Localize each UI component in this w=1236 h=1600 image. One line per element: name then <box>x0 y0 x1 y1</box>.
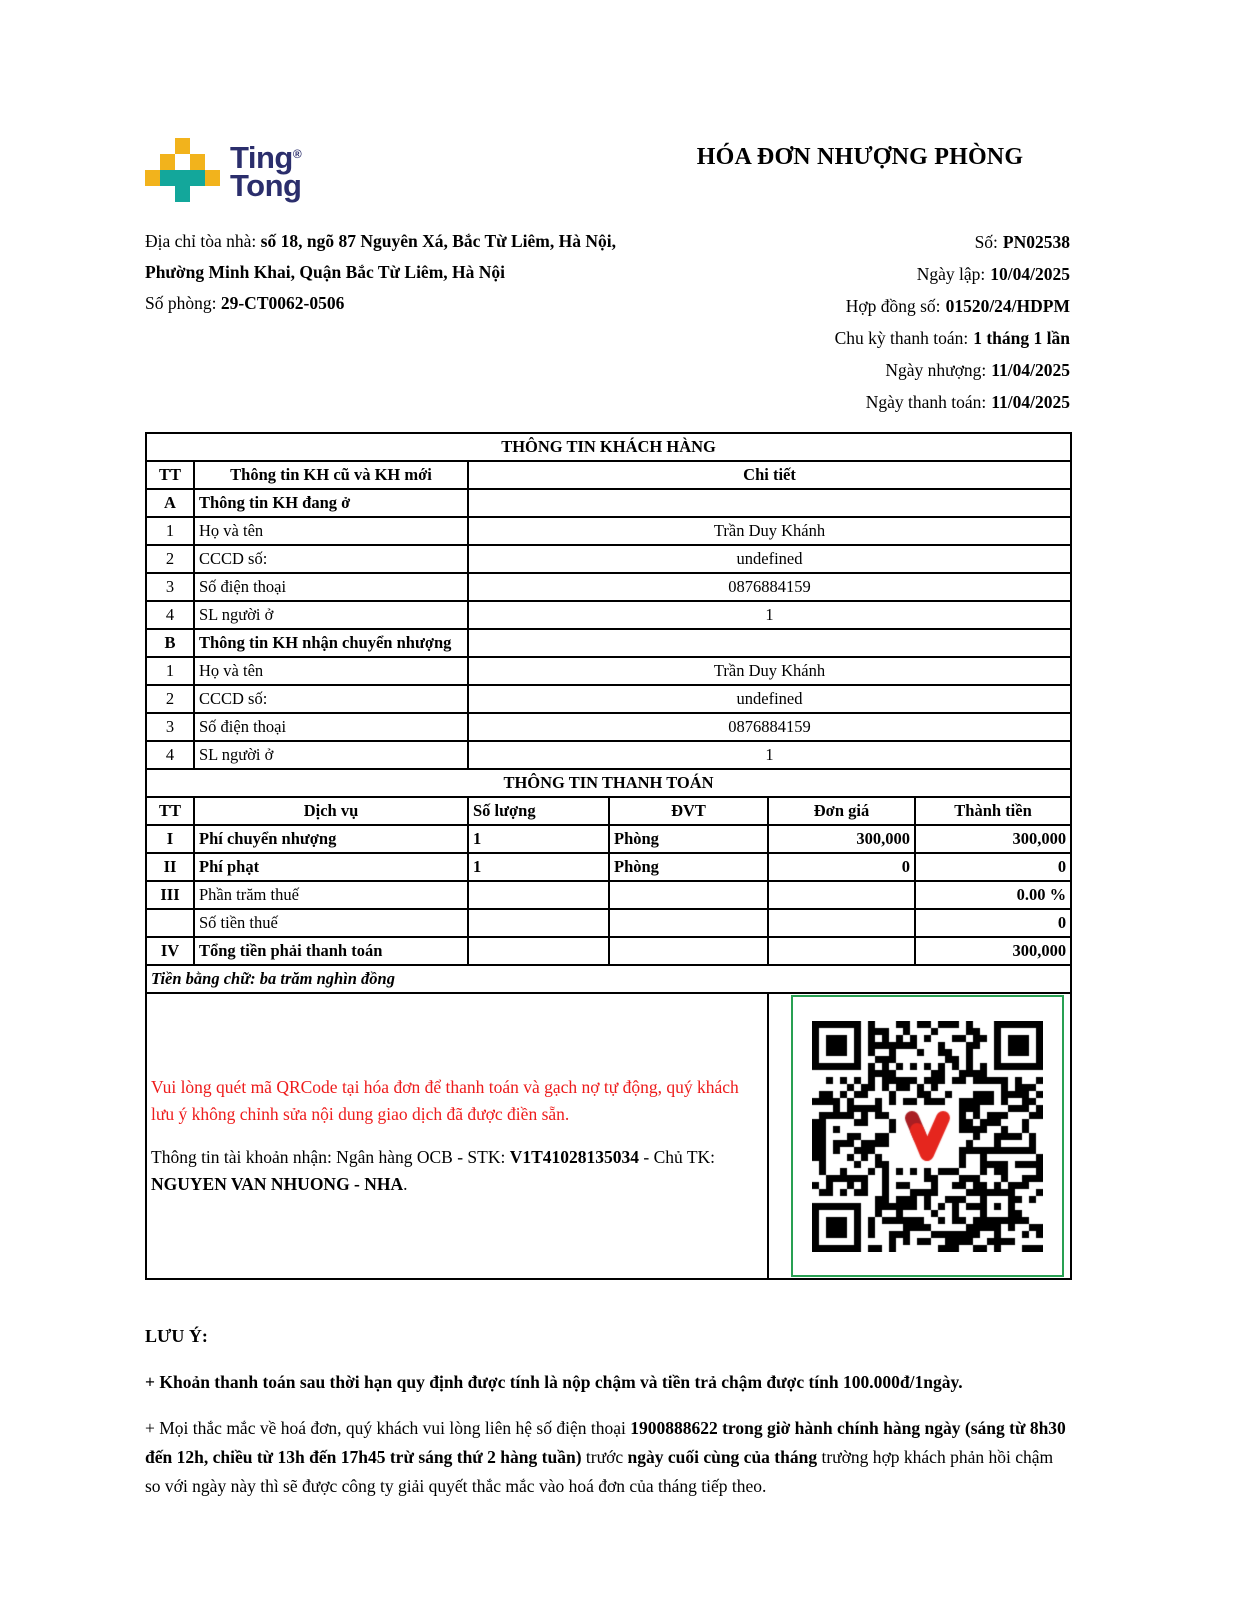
logo-wordmark <box>230 140 302 203</box>
header <box>145 138 1070 202</box>
tingtong-logo <box>145 138 301 202</box>
payment-header-row: TT Dịch vụ Số lượng ĐVT Đơn giá Thành tiền <box>146 797 1071 825</box>
table-row: 2 CCCD số: undefined <box>146 545 1071 573</box>
table-row: 3 Số điện thoại 0876884159 <box>146 713 1071 741</box>
table-row: 3 Số điện thoại 0876884159 <box>146 573 1071 601</box>
table-row: Số tiền thuế 0 <box>146 909 1071 937</box>
payment-instructions-cell <box>146 993 768 1279</box>
tingtong-pixel-arrow-icon <box>145 138 220 202</box>
contract-number: Hợp đồng số: 01520/24/HDPM <box>845 296 1070 316</box>
late-payment-note: + Khoản thanh toán sau thời hạn quy định được tính là nộp chậm và tiền trả chậm được tính 100.000đ/1ngày. <box>145 1372 963 1392</box>
table-row: 1 Họ và tên Trần Duy Khánh <box>146 517 1071 545</box>
payment-date: Ngày thanh toán: 11/04/2025 <box>865 392 1070 412</box>
qr-row <box>146 993 1071 1279</box>
table-row: B Thông tin KH nhận chuyển nhượng <box>146 629 1071 657</box>
notes-heading: LƯU Ý: <box>145 1326 208 1346</box>
table-row: IV Tổng tiền phải thanh toán 300,000 <box>146 937 1071 965</box>
customer-header-row: TT Thông tin KH cũ và KH mới Chi tiết <box>146 461 1071 489</box>
logo-line1: Ting <box>230 140 293 175</box>
table-row: II Phí phạt 1 Phòng 0 0 <box>146 853 1071 881</box>
address-line-2: Phường Minh Khai, Quận Bắc Từ Liêm, Hà Nội <box>145 262 506 282</box>
payment-qr-code <box>812 1021 1043 1252</box>
info-row <box>145 226 1070 418</box>
table-row: 4 SL người ở 1 <box>146 601 1071 629</box>
table-row: 1 Họ và tên Trần Duy Khánh <box>146 657 1071 685</box>
address-line-1: Địa chỉ tòa nhà: số 18, ngõ 87 Nguyên Xá, Bắc Từ Liêm, Hà Nội, <box>145 231 616 251</box>
qr-warning-text: Vui lòng quét mã QRCode tại hóa đơn để thanh toán và gạch nợ tự động, quý khách lưu ý không chỉnh sửa nội dung giao dịch đã được điền sẵn. <box>151 1077 739 1124</box>
table-row: 2 CCCD số: undefined <box>146 685 1071 713</box>
qr-code-frame <box>791 995 1064 1277</box>
table-row: 4 SL người ở 1 <box>146 741 1071 769</box>
bank-account-text: Thông tin tài khoản nhận: Ngân hàng OCB - STK: V1T41028135034 - Chủ TK: NGUYEN VAN NHUONG - NHA. <box>151 1147 716 1194</box>
page-title: HÓA ĐƠN NHƯỢNG PHÒNG <box>696 144 1024 170</box>
table-row: III Phần trăm thuế 0.00 % <box>146 881 1071 909</box>
building-address <box>145 226 685 418</box>
room-number-line: Số phòng: 29-CT0062-0506 <box>145 293 345 313</box>
issue-date: Ngày lập: 10/04/2025 <box>916 264 1070 284</box>
table-row: A Thông tin KH đang ở <box>146 489 1071 517</box>
contact-note: + Mọi thắc mắc về hoá đơn, quý khách vui lòng liên hệ số điện thoại 1900888622 trong giờ hành chính hàng ngày (sáng từ 8h30 đến 12h, chiều từ 13h đến 17h45 trừ sáng thứ 2 hàng tuần) trước ngày cuối cùng của tháng trường hợp khách phản hồi chậm so với ngày này thì sẽ được công ty giải quyết thắc mắc vào hoá đơn của tháng tiếp theo. <box>145 1418 1066 1496</box>
table-row: I Phí chuyển nhượng 1 Phòng 300,000 300,000 <box>146 825 1071 853</box>
invoice-meta <box>700 226 1070 418</box>
registered-mark: ® <box>292 147 302 161</box>
invoice-table <box>145 432 1072 1280</box>
qr-cell <box>768 993 1071 1279</box>
amount-in-words-row: Tiền bằng chữ: ba trăm nghìn đồng <box>146 965 1071 993</box>
payment-cycle: Chu kỳ thanh toán: 1 tháng 1 lần <box>834 328 1070 348</box>
transfer-date: Ngày nhượng: 11/04/2025 <box>885 360 1070 380</box>
logo-line2: Tong <box>230 168 302 203</box>
payment-section-title: THÔNG TIN THANH TOÁN <box>146 769 1071 797</box>
customer-section-title: THÔNG TIN KHÁCH HÀNG <box>146 433 1071 461</box>
invoice-number: Số: PN02538 <box>974 232 1070 252</box>
footer-notes <box>145 1326 1070 1501</box>
